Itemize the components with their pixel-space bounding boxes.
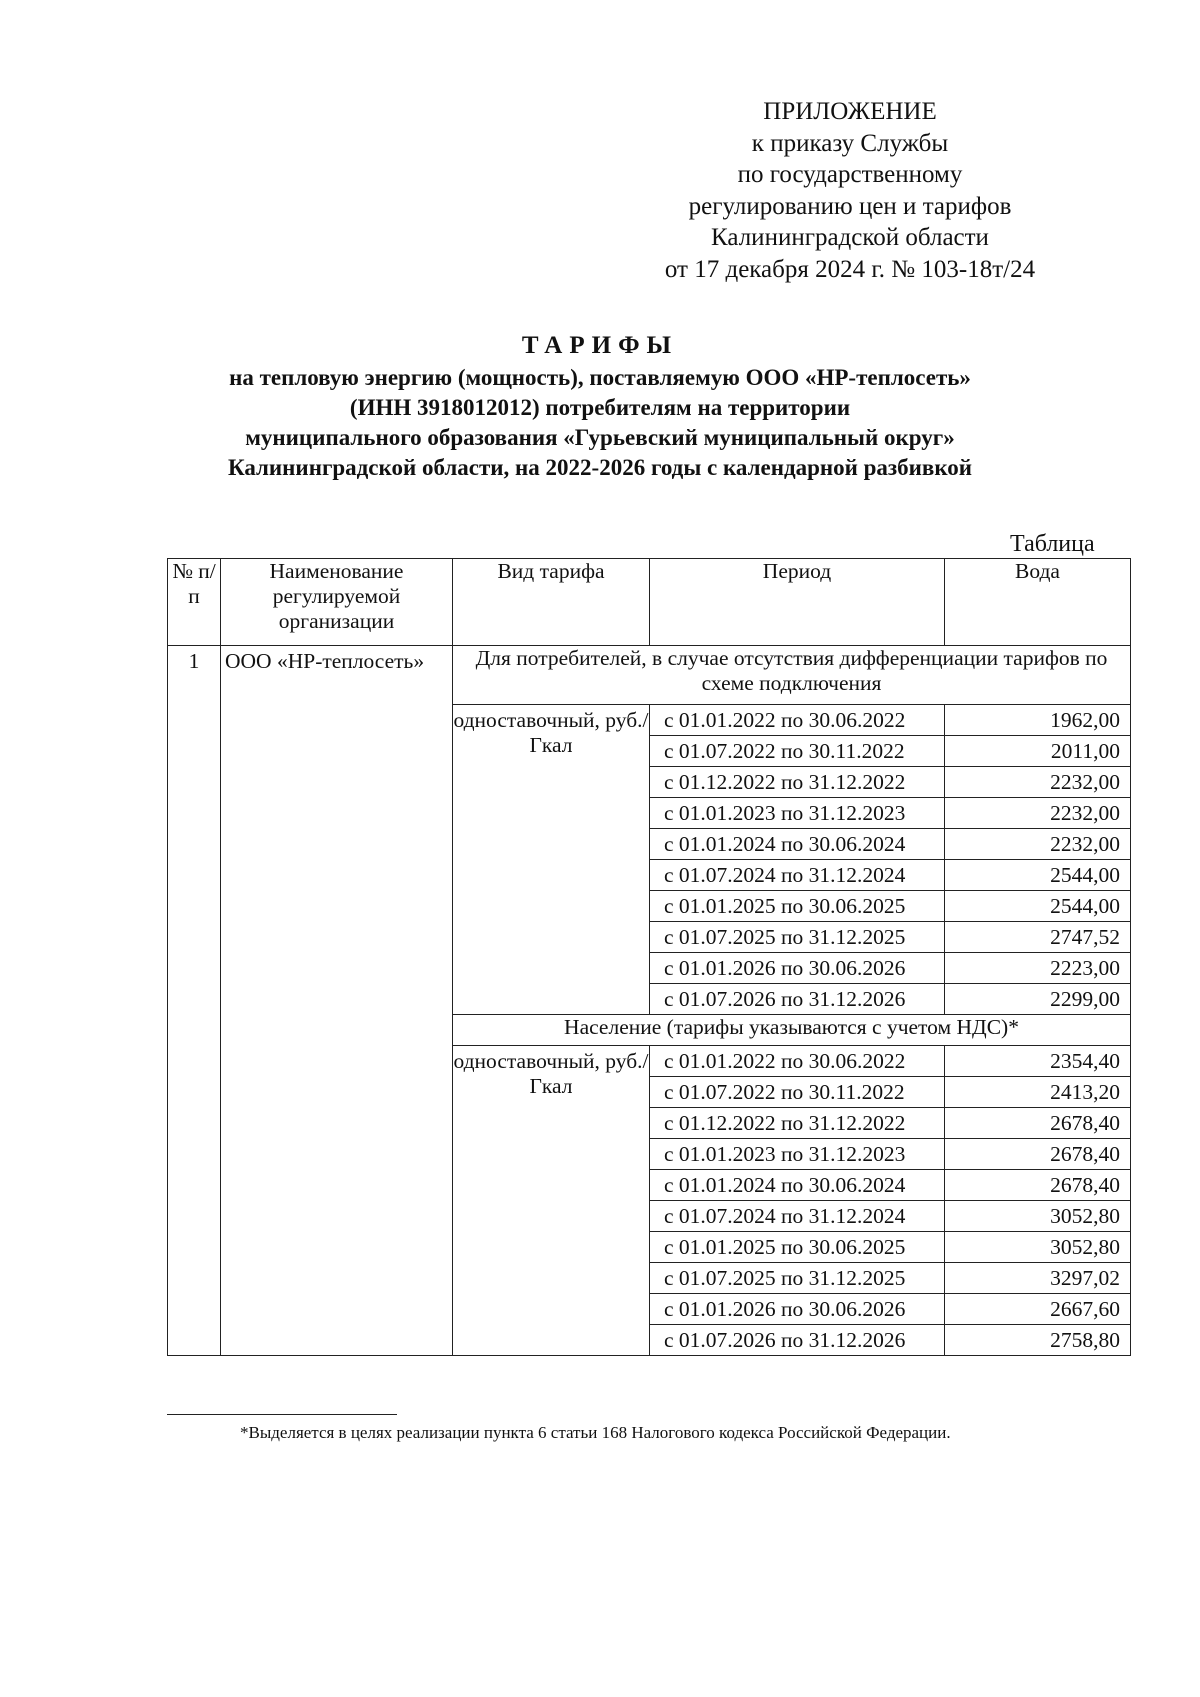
tariff-value: 2747,52	[945, 922, 1131, 953]
tariff-value: 2544,00	[945, 891, 1131, 922]
header-kind: Вид тарифа	[453, 559, 650, 646]
tariff-period: с 01.01.2022 по 30.06.2022	[650, 1046, 945, 1077]
tariff-value: 2354,40	[945, 1046, 1131, 1077]
document-title	[150, 331, 1050, 483]
tariff-period: с 01.01.2024 по 30.06.2024	[650, 829, 945, 860]
tariff-value: 2232,00	[945, 829, 1131, 860]
tariff-value: 2544,00	[945, 860, 1131, 891]
footnote-divider	[167, 1414, 397, 1415]
title-line: Калининградской области, на 2022-2026 годы с календарной разбивкой	[227, 455, 973, 480]
tariff-value: 2678,40	[945, 1139, 1131, 1170]
section-title: Для потребителей, в случае отсутствия дифференциации тарифов по схеме подключения	[453, 646, 1131, 705]
header-num: № п/п	[168, 559, 221, 646]
tariff-value: 2758,80	[945, 1325, 1131, 1356]
appendix-line: регулированию цен и тарифов	[688, 192, 1012, 220]
tariff-period: с 01.07.2024 по 31.12.2024	[650, 860, 945, 891]
tariff-period: с 01.07.2025 по 31.12.2025	[650, 1263, 945, 1294]
tariff-value: 2678,40	[945, 1108, 1131, 1139]
section-header-row	[168, 646, 1131, 705]
table-caption: Таблица	[1010, 531, 1095, 557]
title-line: на тепловую энергию (мощность), поставляемую ООО «НР-теплосеть»	[229, 365, 971, 390]
tariff-value: 3052,80	[945, 1201, 1131, 1232]
tariff-kind: одноставочный, руб./Гкал	[453, 1046, 650, 1356]
tariff-period: с 01.07.2022 по 30.11.2022	[650, 1077, 945, 1108]
title-line: (ИНН 3918012012) потребителям на территории	[349, 395, 851, 420]
tariff-value: 2299,00	[945, 984, 1131, 1015]
appendix-line: к приказу Службы	[751, 129, 949, 157]
tariff-value: 2011,00	[945, 736, 1131, 767]
section-title: Население (тарифы указываются с учетом НДС)*	[453, 1015, 1131, 1046]
tariff-period: с 01.01.2025 по 30.06.2025	[650, 1232, 945, 1263]
tariff-value: 3297,02	[945, 1263, 1131, 1294]
tariff-period: с 01.01.2026 по 30.06.2026	[650, 953, 945, 984]
tariff-period: с 01.07.2026 по 31.12.2026	[650, 984, 945, 1015]
header-water: Вода	[945, 559, 1131, 646]
tariff-kind: одноставочный, руб./Гкал	[453, 705, 650, 1015]
tariff-table-body	[168, 559, 1131, 1356]
appendix-line: по государственному	[737, 161, 963, 188]
appendix-line: Калининградской области	[711, 224, 989, 251]
tariff-value: 2678,40	[945, 1170, 1131, 1201]
tariff-period: с 01.01.2023 по 31.12.2023	[650, 1139, 945, 1170]
tariff-period: с 01.12.2022 по 31.12.2022	[650, 1108, 945, 1139]
appendix-line: от 17 декабря 2024 г. № 103-18т/24	[664, 255, 1036, 283]
footnote: *Выделяется в целях реализации пункта 6 статьи 168 Налогового кодекса Российской Федерации.	[240, 1423, 951, 1442]
tariff-period: с 01.07.2026 по 31.12.2026	[650, 1325, 945, 1356]
tariff-period: с 01.12.2022 по 31.12.2022	[650, 767, 945, 798]
tariff-value: 2223,00	[945, 953, 1131, 984]
appendix-line: ПРИЛОЖЕНИЕ	[763, 98, 937, 125]
tariff-table	[167, 558, 1131, 1356]
title-main: ТАРИФЫ	[521, 332, 679, 359]
tariff-period: с 01.01.2025 по 30.06.2025	[650, 891, 945, 922]
title-line: муниципального образования «Гурьевский муниципальный округ»	[245, 425, 955, 450]
row-number: 1	[168, 646, 221, 1356]
table-header-row	[168, 559, 1131, 646]
tariff-period: с 01.01.2024 по 30.06.2024	[650, 1170, 945, 1201]
tariff-value: 3052,80	[945, 1232, 1131, 1263]
tariff-value: 2232,00	[945, 798, 1131, 829]
appendix-block	[640, 96, 1060, 285]
header-period: Период	[650, 559, 945, 646]
tariff-period: с 01.07.2024 по 31.12.2024	[650, 1201, 945, 1232]
tariff-period: с 01.07.2025 по 31.12.2025	[650, 922, 945, 953]
header-org: Наименование регулируемой организации	[221, 559, 453, 646]
tariff-value: 2413,20	[945, 1077, 1131, 1108]
tariff-value: 2667,60	[945, 1294, 1131, 1325]
tariff-period: с 01.07.2022 по 30.11.2022	[650, 736, 945, 767]
tariff-period: с 01.01.2022 по 30.06.2022	[650, 705, 945, 736]
tariff-value: 1962,00	[945, 705, 1131, 736]
organization-name: ООО «НР-теплосеть»	[221, 646, 453, 1356]
tariff-period: с 01.01.2026 по 30.06.2026	[650, 1294, 945, 1325]
tariff-period: с 01.01.2023 по 31.12.2023	[650, 798, 945, 829]
tariff-value: 2232,00	[945, 767, 1131, 798]
